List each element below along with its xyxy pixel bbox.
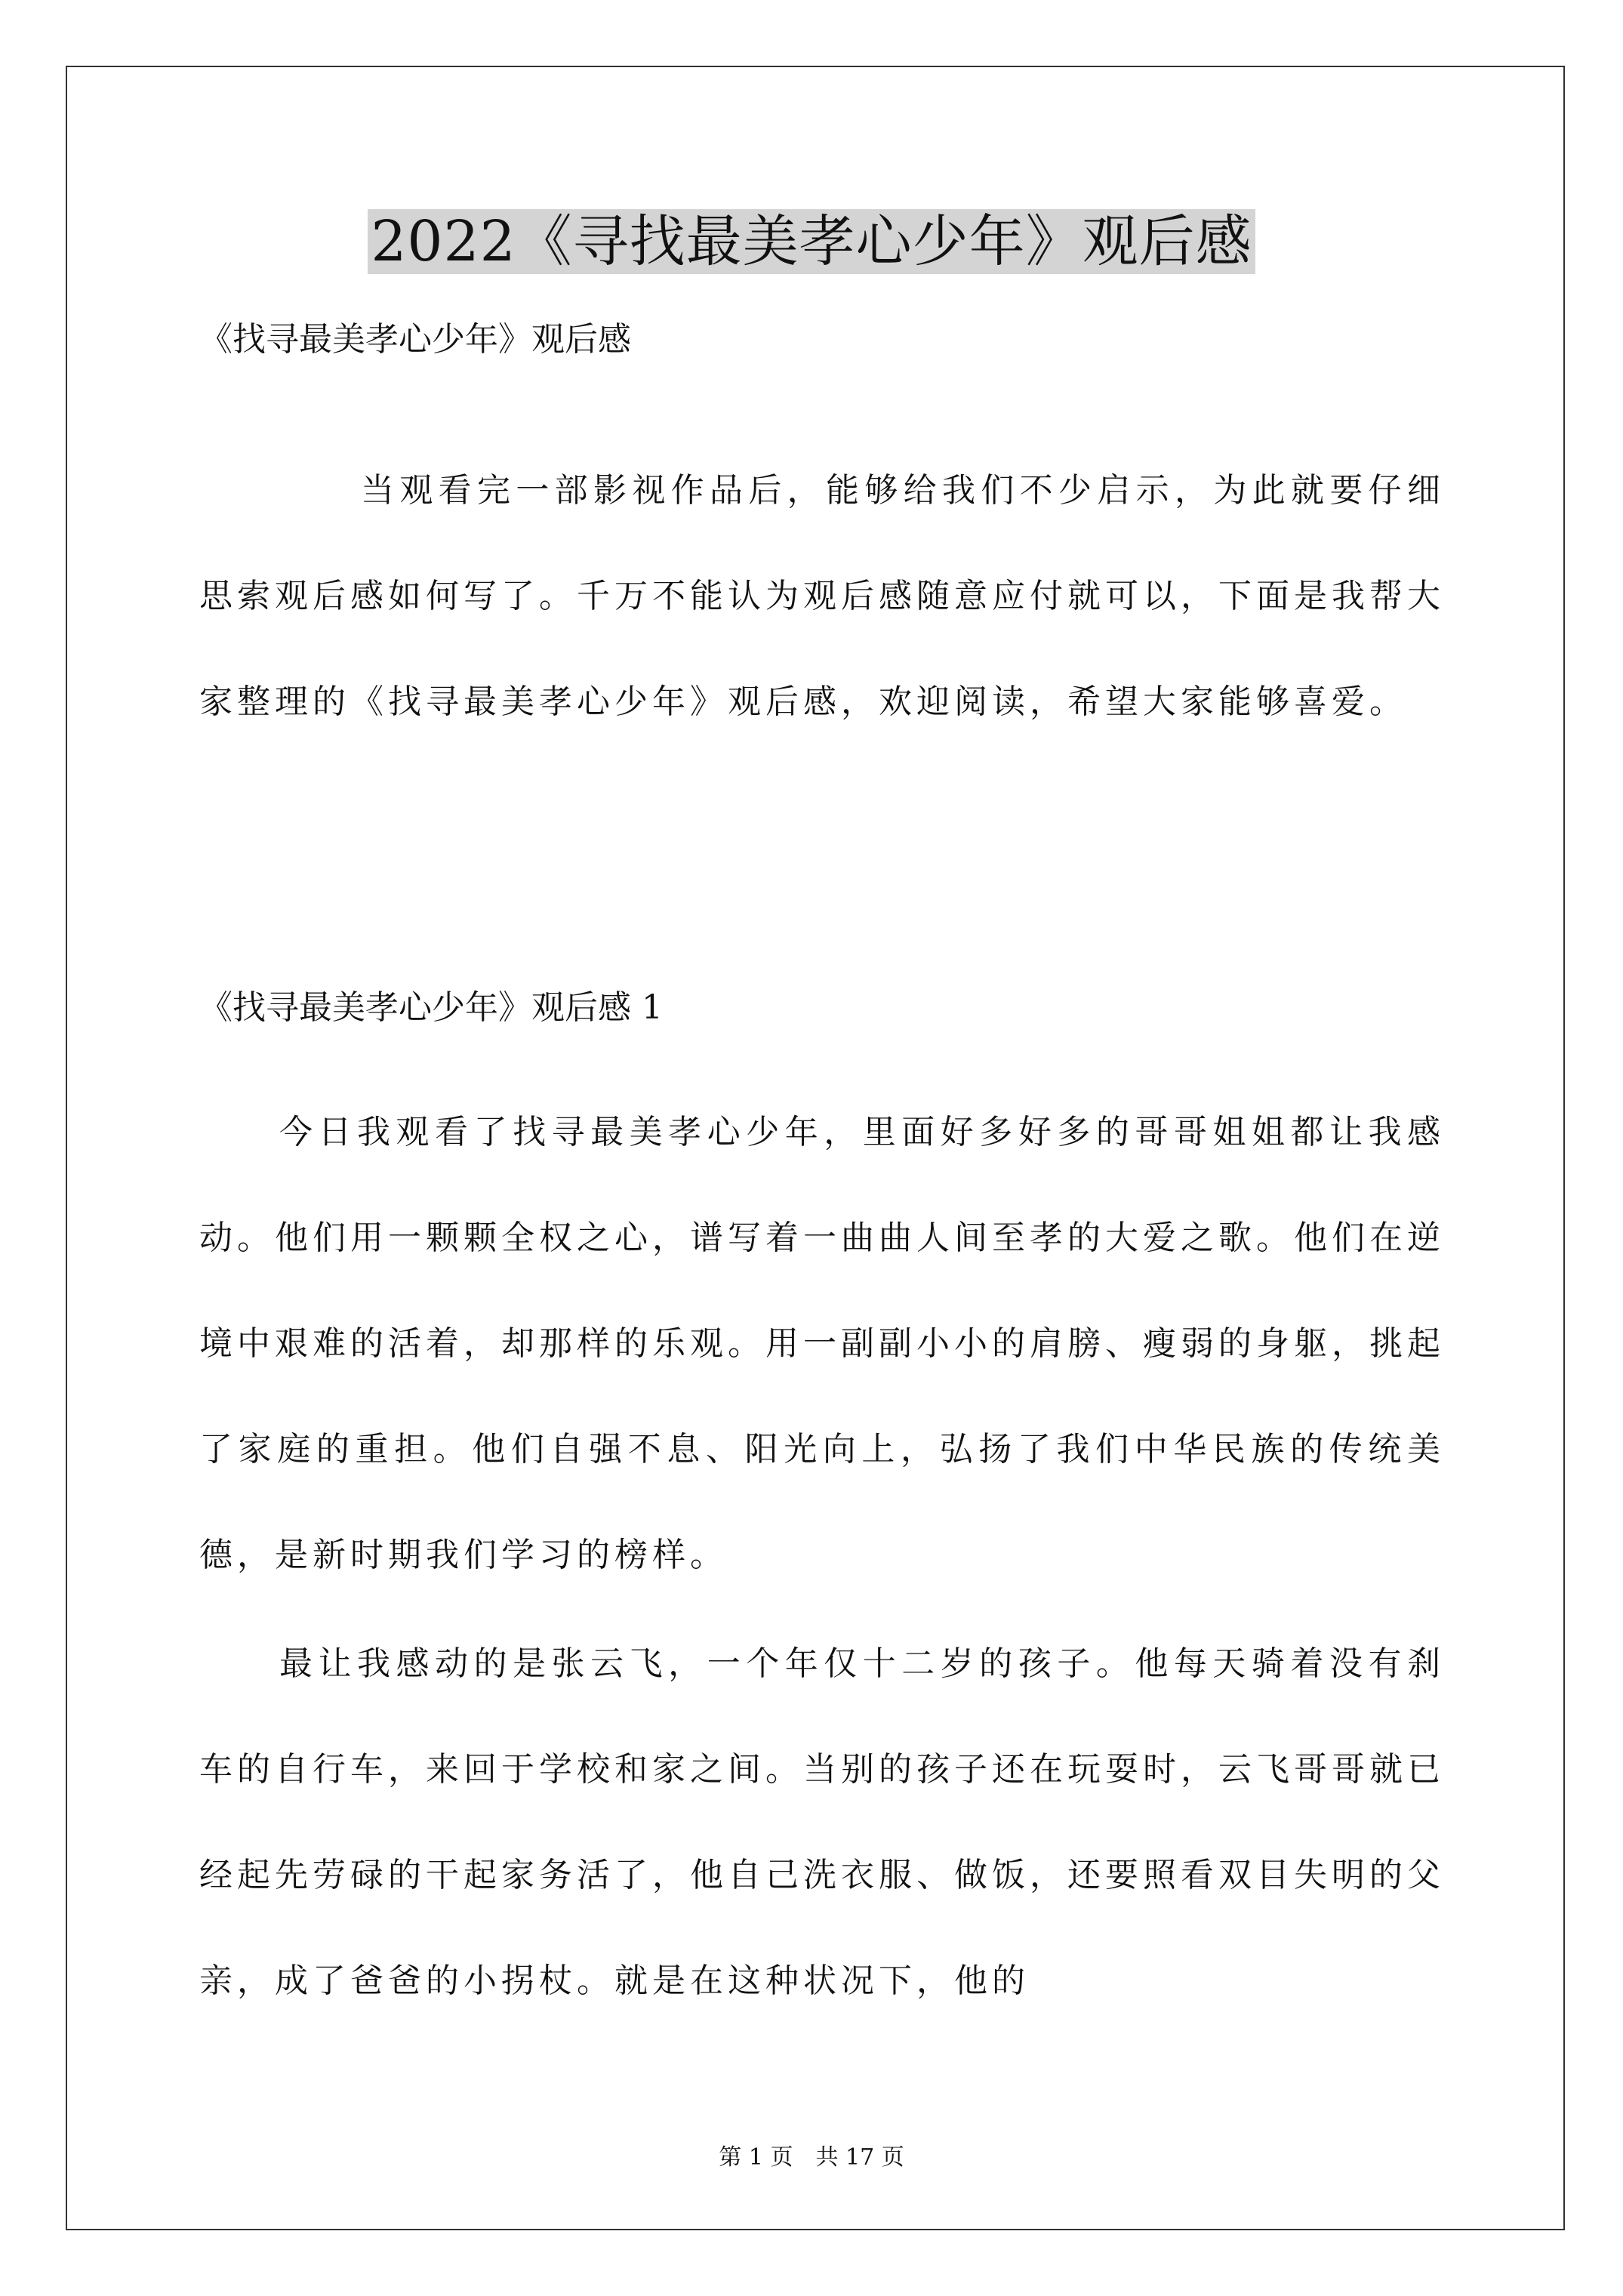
section-1-heading: 《找寻最美孝心少年》观后感 1: [199, 988, 663, 1027]
document-title: [0, 204, 1623, 279]
page-number-footer: 第 1 页 共 17 页: [719, 2144, 904, 2171]
body-paragraph-1: 今日我观看了找寻最美孝心少年，里面好多好多的哥哥姐姐都让我感动。他们用一颗颗全权之心，谱写着一曲曲人间至孝的大爱之歌。他们在逆境中艰难的活着，却那样的乐观。用一副副小小的肩膀、瘦弱的身躯，挑起了家庭的重担。他们自强不息、阳光向上，弘扬了我们中华民族的传统美德，是新时期我们学习的榜样。: [199, 1113, 1445, 1574]
intro-paragraph: 当观看完一部影视作品后，能够给我们不少启示，为此就要仔细思索观后感如何写了。千万不能认为观后感随意应付就可以，下面是我帮大家整理的《找寻最美孝心少年》观后感，欢迎阅读，希望大家能够喜爱。: [199, 471, 1445, 721]
intro-heading: 《找寻最美孝心少年》观后感: [199, 320, 631, 359]
body-paragraph-2: 最让我感动的是张云飞，一个年仅十二岁的孩子。他每天骑着没有刹车的自行车，来回于学校和家之间。当别的孩子还在玩耍时，云飞哥哥就已经起先劳碌的干起家务活了，他自己洗衣服、做饭，还要照看双目失明的父亲，成了爸爸的小拐杖。就是在这种状况下，他的: [199, 1644, 1445, 2000]
document-title-text: 2022《寻找最美孝心少年》观后感: [368, 209, 1255, 274]
